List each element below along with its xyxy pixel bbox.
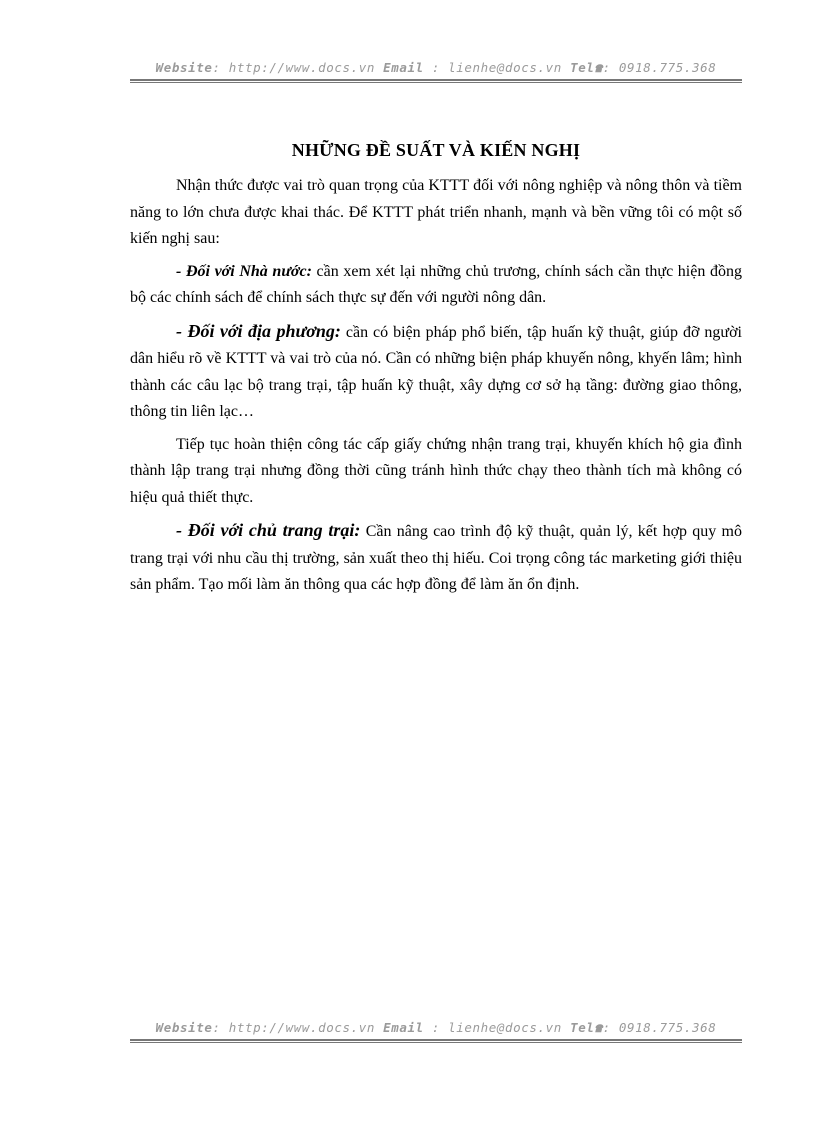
local-lead: - Đối với địa phương:	[176, 320, 341, 341]
owner-paragraph	[130, 517, 742, 599]
footer-email-label: Email	[383, 1020, 424, 1035]
header-email-link[interactable]: : lienhe@docs.vn	[423, 60, 571, 75]
footer-email-link[interactable]: : lienhe@docs.vn	[423, 1020, 571, 1035]
header-rule	[130, 79, 742, 83]
local-text: cần có biện pháp phổ biến, tập huấn kỹ thuật, giúp đỡ người dân hiểu rõ về KTTT và vai trò của nó. Cần có những biện pháp khuyến nông, khyến lâm; hình thành các câu lạc bộ trang trại, tập huấn kỹ thuật, xây dựng cơ sở hạ tầng: đường giao thông, thông tin liên lạc…	[130, 323, 743, 420]
local-paragraph	[130, 318, 742, 426]
document-body	[130, 140, 742, 599]
owner-text: Cần nâng cao trình độ kỹ thuật, quản lý, kết hợp quy mô trang trại với nhu cầu thị trường, sản xuất theo thị hiếu. Coi trọng công tác marketing giới thiệu sản phẩm. Tạo mối làm ăn thông qua các hợp đồng để làm ăn ổn định.	[130, 523, 742, 593]
phone-icon: ☎	[594, 1020, 603, 1035]
phone-icon: ☎	[594, 60, 603, 75]
page-footer	[130, 1020, 742, 1035]
footer-rule	[130, 1039, 742, 1043]
header-website-link[interactable]: : http://www.docs.vn	[212, 60, 384, 75]
document-title: NHỮNG ĐỀ SUẤT VÀ KIẾN NGHỊ	[291, 140, 581, 160]
footer-tel-label: Tel	[570, 1020, 595, 1035]
state-lead: - Đối với Nhà nước:	[176, 262, 312, 280]
header-tel-value: : 0918.775.368	[602, 60, 717, 75]
footer-website-link[interactable]: : http://www.docs.vn	[212, 1020, 384, 1035]
footer-tel-value: : 0918.775.368	[602, 1020, 717, 1035]
state-text: cần xem xét lại những chủ trương, chính sách cần thực hiện đồng bộ các chính sách để chính sách thực sự đến với người nông dân.	[130, 262, 742, 306]
page-header	[130, 60, 742, 75]
owner-lead: - Đối với chủ trang trại:	[176, 520, 361, 540]
header-website-label: Website	[155, 60, 213, 75]
intro-paragraph: Nhận thức được vai trò quan trọng của KTTT đối với nông nghiệp và nông thôn và tiềm năng to lớn chưa được khai thác. Để KTTT phát triển nhanh, mạnh và bền vững tôi có một số kiến nghị sau:	[130, 177, 742, 247]
header-email-label: Email	[383, 60, 424, 75]
footer-website-label: Website	[155, 1020, 213, 1035]
state-paragraph	[130, 259, 742, 312]
header-tel-label: Tel	[570, 60, 595, 75]
continue-paragraph: Tiếp tục hoàn thiện công tác cấp giấy chứng nhận trang trại, khuyến khích hộ gia đình thành lập trang trại nhưng đồng thời cũng tránh hình thức chạy theo thành tích mà không có hiệu quả thiết thực.	[130, 435, 742, 506]
